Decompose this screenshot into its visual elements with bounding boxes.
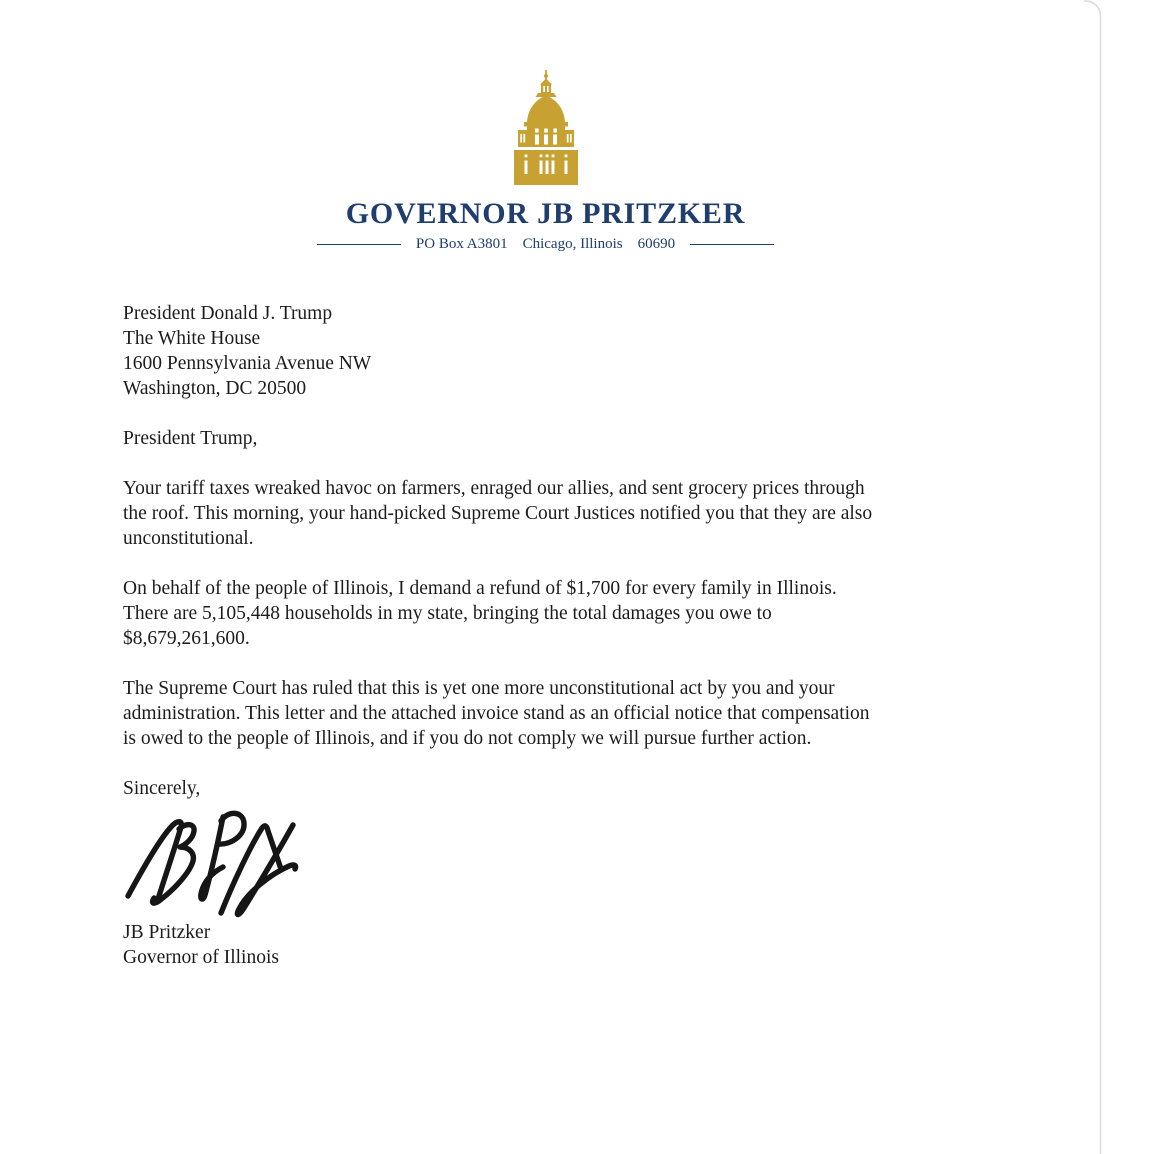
signer-title: Governor of Illinois xyxy=(123,947,279,968)
paragraph-official-notice xyxy=(123,676,1100,751)
closing: Sincerely, xyxy=(123,778,201,799)
recipient-street: 1600 Pennsylvania Avenue NW xyxy=(123,353,372,374)
paragraph-line: On behalf of the people of Illinois, I demand a refund of $1,700 for every family in Illinois. xyxy=(123,578,837,599)
paragraph-line: There are 5,105,448 households in my state, bringing the total damages you owe to xyxy=(123,603,772,624)
paragraph-tariffs xyxy=(123,476,1100,551)
paragraph-line: The Supreme Court has ruled that this is yet one more unconstitutional act by you and your xyxy=(123,678,835,699)
address-zip: 60690 xyxy=(637,236,676,252)
paragraph-line: $8,679,261,600. xyxy=(123,628,250,649)
recipient-address-block xyxy=(123,301,1100,401)
letterhead-address xyxy=(0,236,1091,253)
letter-body xyxy=(123,301,1100,970)
recipient-name: President Donald J. Trump xyxy=(123,303,333,324)
paragraph-line: is owed to the people of Illinois, and if you do not comply we will pursue further action. xyxy=(123,728,812,749)
paragraph-line: administration. This letter and the attached invoice stand as an official notice that compensation xyxy=(123,703,870,724)
address-po-box: PO Box A3801 xyxy=(415,236,508,252)
jb-pritzker-signature xyxy=(111,795,321,930)
address-rule-right xyxy=(690,244,774,246)
paragraph-line: the roof. This morning, your hand-picked Supreme Court Justices notified you that they are also xyxy=(123,503,873,524)
paragraph-line: unconstitutional. xyxy=(123,528,254,549)
capitol-dome-icon xyxy=(514,66,578,186)
paragraph-line: Your tariff taxes wreaked havoc on farmers, enraged our allies, and sent grocery prices through xyxy=(123,478,865,499)
paragraph-refund-demand xyxy=(123,576,1100,651)
signoff-block xyxy=(123,920,1100,970)
letterhead-title: GOVERNOR JB PRITZKER xyxy=(345,197,746,230)
letterhead xyxy=(0,0,1091,253)
recipient-building: The White House xyxy=(123,328,261,349)
signer-name: JB Pritzker xyxy=(123,922,211,943)
recipient-city: Washington, DC 20500 xyxy=(123,378,307,399)
address-city: Chicago, Illinois xyxy=(522,236,623,252)
address-rule-left xyxy=(317,244,401,246)
salutation: President Trump, xyxy=(123,428,258,449)
